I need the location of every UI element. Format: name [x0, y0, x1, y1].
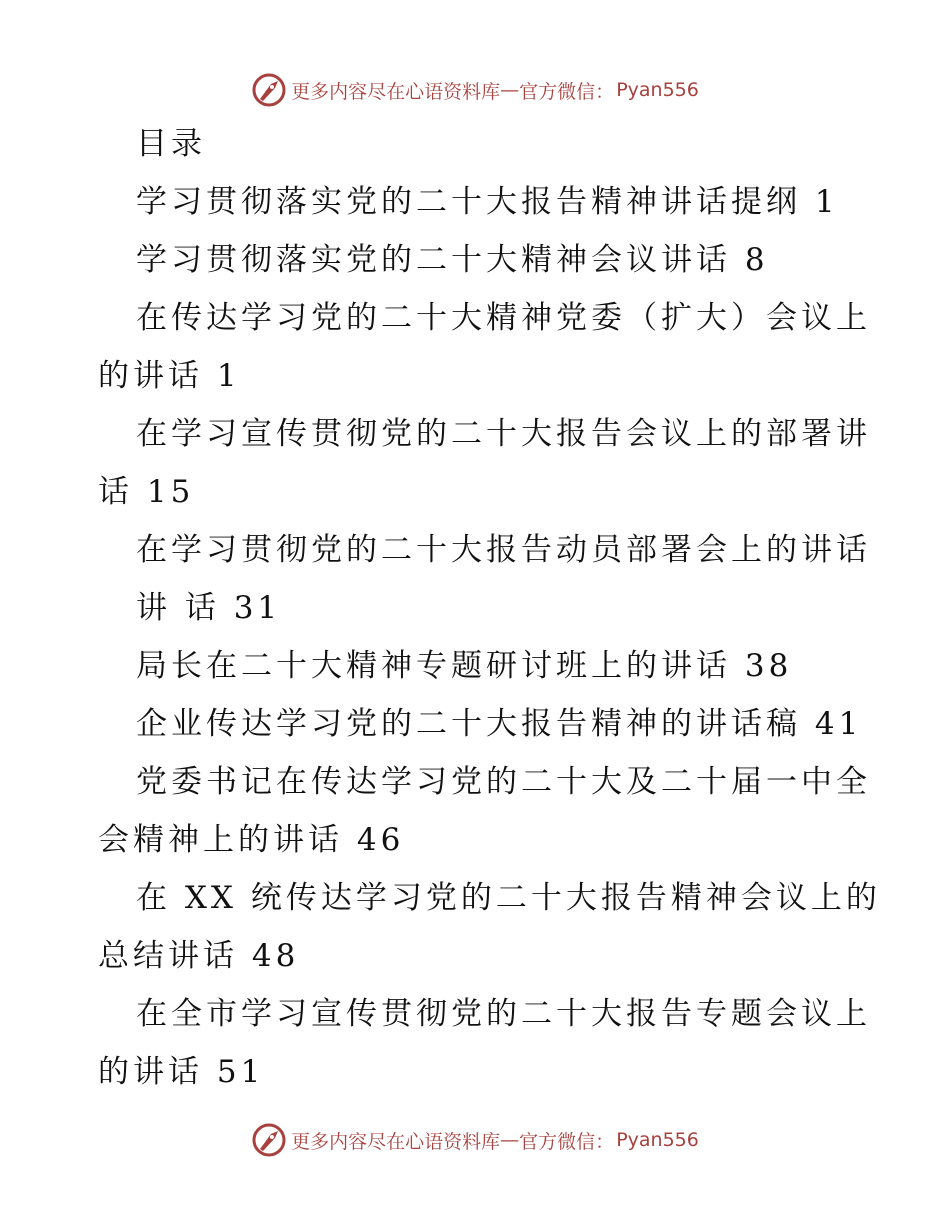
toc-entry: 在全市学习宣传贯彻党的二十大报告专题会议上 — [136, 996, 871, 1032]
header-watermark-banner — [0, 70, 950, 110]
table-of-contents — [98, 115, 881, 1101]
toc-entry: 学习贯彻落实党的二十大报告精神讲话提纲 1 — [136, 184, 839, 220]
toc-entry-continuation: 的讲话 1 — [98, 358, 241, 394]
toc-entry: 在学习宣传贯彻党的二十大报告会议上的部署讲 — [136, 416, 871, 452]
pen-nib-circle-icon — [251, 1122, 287, 1158]
toc-entry: 在 XX 统传达学习党的二十大报告精神会议上的 — [136, 880, 881, 916]
banner-separator: — — [500, 79, 520, 101]
footer-watermark-banner — [0, 1120, 950, 1160]
banner-contact: 官方微信： — [519, 80, 615, 103]
toc-entry: 局长在二十大精神专题研讨班上的讲话 38 — [136, 648, 793, 684]
banner-contact: 官方微信： — [519, 1130, 615, 1153]
toc-entry: 讲 话 31 — [136, 590, 282, 626]
toc-entry: 学习贯彻落实党的二十大精神会议讲话 8 — [136, 242, 769, 278]
banner-brand: 更多内容尽在心语资料库 — [291, 80, 501, 103]
toc-entry-continuation: 会精神上的讲话 46 — [98, 822, 405, 858]
toc-entry-continuation: 的讲话 51 — [98, 1054, 265, 1090]
banner-separator: — — [500, 1129, 520, 1151]
toc-entry: 在学习贯彻党的二十大报告动员部署会上的讲话 — [136, 532, 871, 568]
toc-entry: 在传达学习党的二十大精神党委（扩大）会议上 — [136, 300, 871, 336]
toc-entry: 党委书记在传达学习党的二十大及二十届一中全 — [136, 764, 871, 800]
toc-heading: 目录 — [136, 126, 206, 162]
banner-wechat-id: Pyan556 — [616, 79, 699, 101]
banner-wechat-id: Pyan556 — [616, 1129, 699, 1151]
pen-nib-circle-icon — [251, 72, 287, 108]
toc-entry-continuation: 话 15 — [98, 474, 195, 510]
toc-entry: 企业传达学习党的二十大报告精神的讲话稿 41 — [136, 706, 863, 742]
banner-brand: 更多内容尽在心语资料库 — [291, 1130, 501, 1153]
toc-entry-continuation: 总结讲话 48 — [98, 938, 300, 974]
